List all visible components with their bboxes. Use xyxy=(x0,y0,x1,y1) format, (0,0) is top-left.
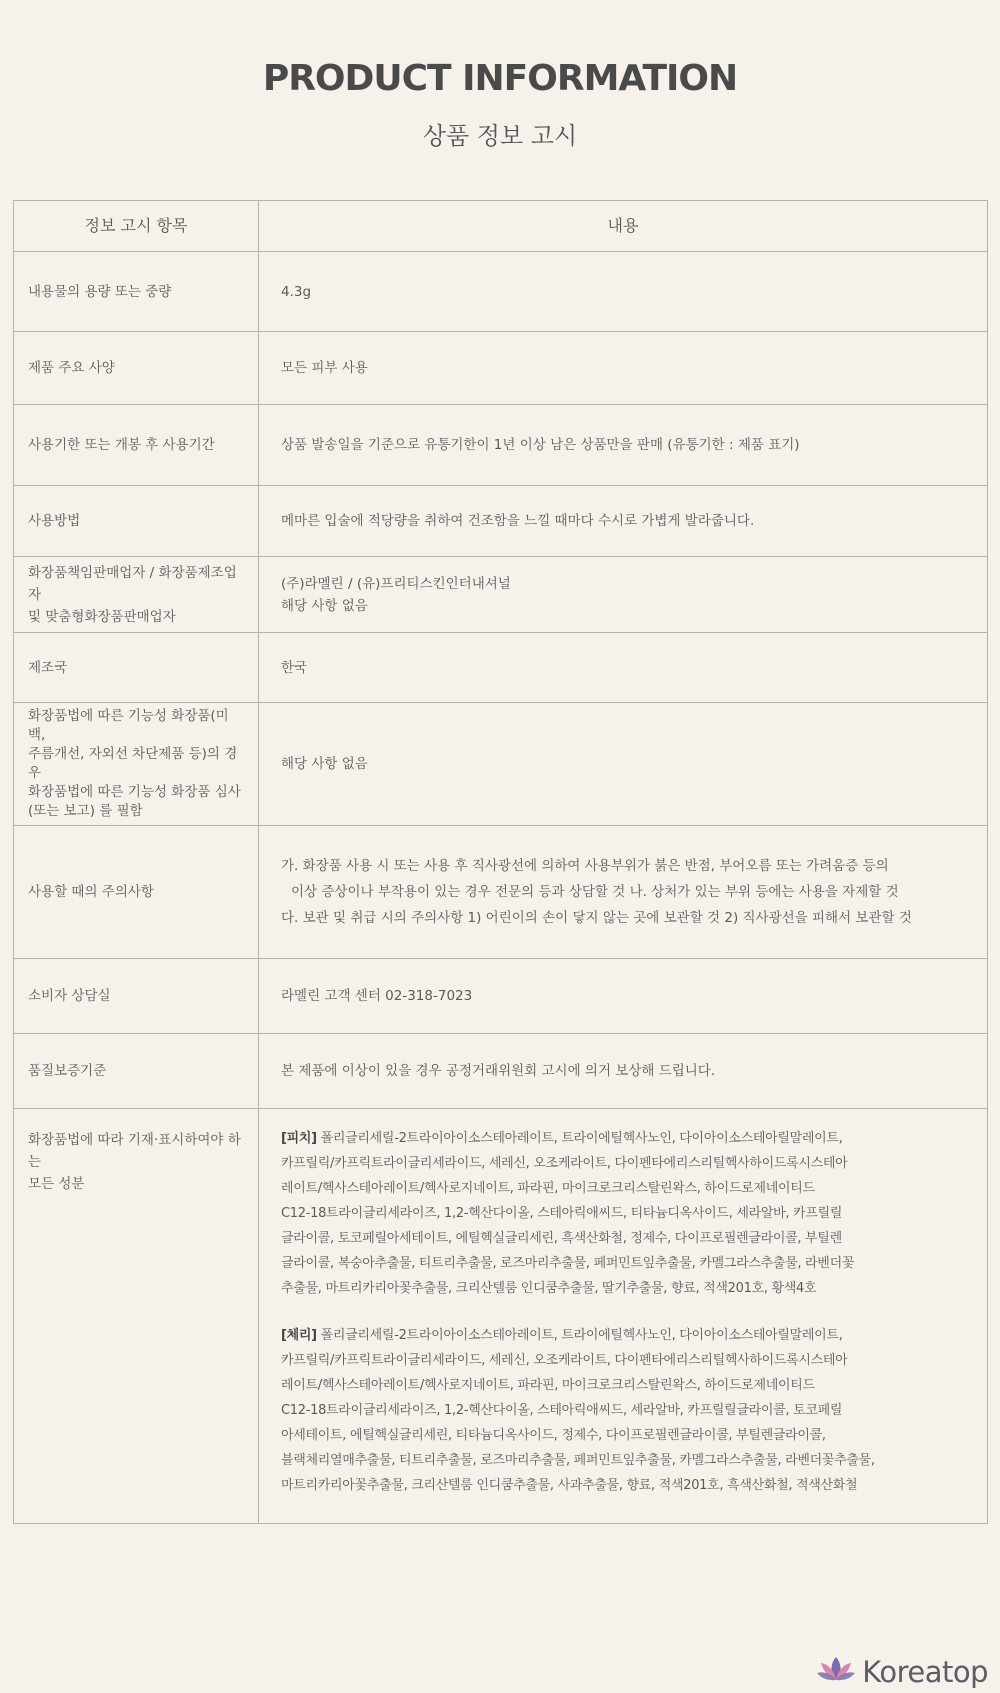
row-value-ingredients xyxy=(259,1109,988,1524)
row-value-cs: 라멜린 고객 센터 02-318-7023 xyxy=(259,959,988,1034)
peach-ingredients xyxy=(281,1126,965,1301)
table-row xyxy=(14,405,988,486)
value-line: (주)라멜린 / (유)프리티스킨인터내셔널 xyxy=(281,575,511,592)
row-label-volume: 내용물의 용량 또는 중량 xyxy=(14,252,259,332)
label-line: 화장품법에 따른 기능성 화장품(미백, xyxy=(28,708,229,743)
header-item: 정보 고시 항목 xyxy=(14,201,259,252)
table-row xyxy=(14,703,988,826)
logo-text: Koreatop xyxy=(862,1655,988,1689)
table-row xyxy=(14,1109,988,1524)
table-row xyxy=(14,826,988,959)
table-row xyxy=(14,252,988,332)
row-label-cs: 소비자 상담실 xyxy=(14,959,259,1034)
ingredient-line: 레이트/헥사스테아레이트/헥사로지네이트, 파라핀, 마이크로크리스탈린왁스, 하이드로제네이티드 xyxy=(281,1181,815,1196)
label-line: 화장품책임판매업자 / 화장품제조업자 xyxy=(28,564,237,603)
page-subtitle: 상품 정보 고시 xyxy=(422,122,578,150)
row-value-volume: 4.3g xyxy=(259,252,988,332)
row-label-caution: 사용할 때의 주의사항 xyxy=(14,826,259,959)
row-label-maker xyxy=(14,557,259,633)
label-line: 화장품법에 따른 기능성 화장품 심사 xyxy=(28,784,241,800)
row-label-ingredients xyxy=(14,1109,259,1524)
label-line: 화장품법에 따라 기재·표시하여야 하는 xyxy=(28,1132,241,1170)
ingredient-line: 아세테이트, 에틸헥실글리세린, 티타늄디옥사이드, 정제수, 다이프로필렌글라이콜, 부틸렌글라이콜, xyxy=(281,1428,826,1443)
ingredient-line: 카프릴릭/카프릭트라이글리세라이드, 세레신, 오조케라이트, 다이펜타에리스리틸헥사하이드록시스테아 xyxy=(281,1156,848,1171)
table-row xyxy=(14,332,988,405)
ingredient-line: 글라이콜, 복숭아추출물, 티트리추출물, 로즈마리추출물, 페퍼민트잎추출물, 카멜그라스추출물, 라벤더꽃 xyxy=(281,1256,855,1271)
value-line: 이상 증상이나 부작용이 있는 경우 전문의 등과 상담할 것 나. 상처가 있는 부위 등에는 사용을 자제할 것 xyxy=(291,884,899,900)
peach-tag: [피치] xyxy=(281,1131,317,1146)
label-line: 모든 성분 xyxy=(28,1176,85,1192)
row-label-quality: 품질보증기준 xyxy=(14,1034,259,1109)
cherry-ingredients xyxy=(281,1323,965,1498)
ingredient-line: 블랙체리열매추출물, 티트리추출물, 로즈마리추출물, 페퍼민트잎추출물, 카멜그라스추출물, 라벤더꽃추출물, xyxy=(281,1453,875,1468)
paragraph-gap xyxy=(281,1301,965,1323)
row-label-spec: 제품 주요 사양 xyxy=(14,332,259,405)
value-line: 해당 사항 없음 xyxy=(281,597,368,614)
row-value-quality: 본 제품에 이상이 있을 경우 공정거래위원회 고시에 의거 보상해 드립니다. xyxy=(259,1034,988,1109)
row-label-usage: 사용방법 xyxy=(14,486,259,557)
value-line: 다. 보관 및 취급 시의 주의사항 1) 어린이의 손이 닿지 않는 곳에 보관할 것 2) 직사광선을 피해서 보관할 것 xyxy=(281,910,912,926)
row-value-caution xyxy=(259,826,988,959)
table-row xyxy=(14,557,988,633)
row-value-usage: 메마른 입술에 적당량을 취하여 건조함을 느낄 때마다 수시로 가볍게 발라줍니다. xyxy=(259,486,988,557)
ingredient-line: C12-18트라이글리세라이즈, 1,2-헥산다이올, 스테아릭애씨드, 티타늄디옥사이드, 세라알바, 카프릴릴 xyxy=(281,1206,843,1221)
row-value-expiry: 상품 발송일을 기준으로 유통기한이 1년 이상 남은 상품만을 판매 (유통기한 : 제품 표기) xyxy=(259,405,988,486)
table-row xyxy=(14,1034,988,1109)
cherry-tag: [체리] xyxy=(281,1328,317,1343)
row-label-functional xyxy=(14,703,259,826)
label-line: 및 맞춤형화장품판매업자 xyxy=(28,608,176,625)
table-row xyxy=(14,486,988,557)
ingredient-line: 폴리글리세릴-2트라이아이소스테아레이트, 트라이에틸헥사노인, 다이아이소스테아릴말레이트, xyxy=(316,1131,843,1146)
header-content: 내용 xyxy=(259,201,988,252)
ingredient-line: C12-18트라이글리세라이즈, 1,2-헥산다이올, 스테아릭애씨드, 세라알바, 카프릴릴글라이콜, 토코페릴 xyxy=(281,1403,843,1418)
label-line: (또는 보고) 를 필함 xyxy=(28,803,143,819)
page-title: PRODUCT INFORMATION xyxy=(262,58,738,99)
row-value-functional: 해당 사항 없음 xyxy=(259,703,988,826)
ingredient-line: 추출물, 마트리카리아꽃추출물, 크리산텔룸 인디쿰추출물, 딸기추출물, 향료, 적색201호, 황색4호 xyxy=(281,1281,817,1296)
table-row xyxy=(14,959,988,1034)
ingredient-line: 폴리글리세릴-2트라이아이소스테아레이트, 트라이에틸헥사노인, 다이아이소스테아릴말레이트, xyxy=(316,1328,843,1343)
table-header-row xyxy=(14,201,988,252)
koreatop-logo xyxy=(816,1652,988,1692)
ingredient-line: 레이트/헥사스테아레이트/헥사로지네이트, 파라핀, 마이크로크리스탈린왁스, 하이드로제네이티드 xyxy=(281,1378,815,1393)
value-line: 가. 화장품 사용 시 또는 사용 후 직사광선에 의하여 사용부위가 붉은 반점, 부어오름 또는 가려움증 등의 xyxy=(281,858,889,874)
row-value-origin: 한국 xyxy=(259,633,988,703)
ingredient-line: 카프릴릭/카프릭트라이글리세라이드, 세레신, 오조케라이트, 다이펜타에리스리틸헥사하이드록시스테아 xyxy=(281,1353,848,1368)
ingredient-line: 마트리카리아꽃추출물, 크리산텔룸 인디쿰추출물, 사과추출물, 향료, 적색201호, 흑색산화철, 적색산화철 xyxy=(281,1478,858,1493)
lotus-icon xyxy=(816,1655,856,1689)
ingredient-line: 글라이콜, 토코페릴아세테이트, 에틸헥실글리세린, 흑색산화철, 정제수, 다이프로필렌글라이콜, 부틸렌 xyxy=(281,1231,842,1246)
table-row xyxy=(14,633,988,703)
label-line: 주름개선, 자외선 차단제품 등)의 경우 xyxy=(28,746,238,781)
row-value-maker xyxy=(259,557,988,633)
row-label-origin: 제조국 xyxy=(14,633,259,703)
row-label-expiry: 사용기한 또는 개봉 후 사용기간 xyxy=(14,405,259,486)
row-value-spec: 모든 피부 사용 xyxy=(259,332,988,405)
product-info-table xyxy=(13,200,988,1524)
